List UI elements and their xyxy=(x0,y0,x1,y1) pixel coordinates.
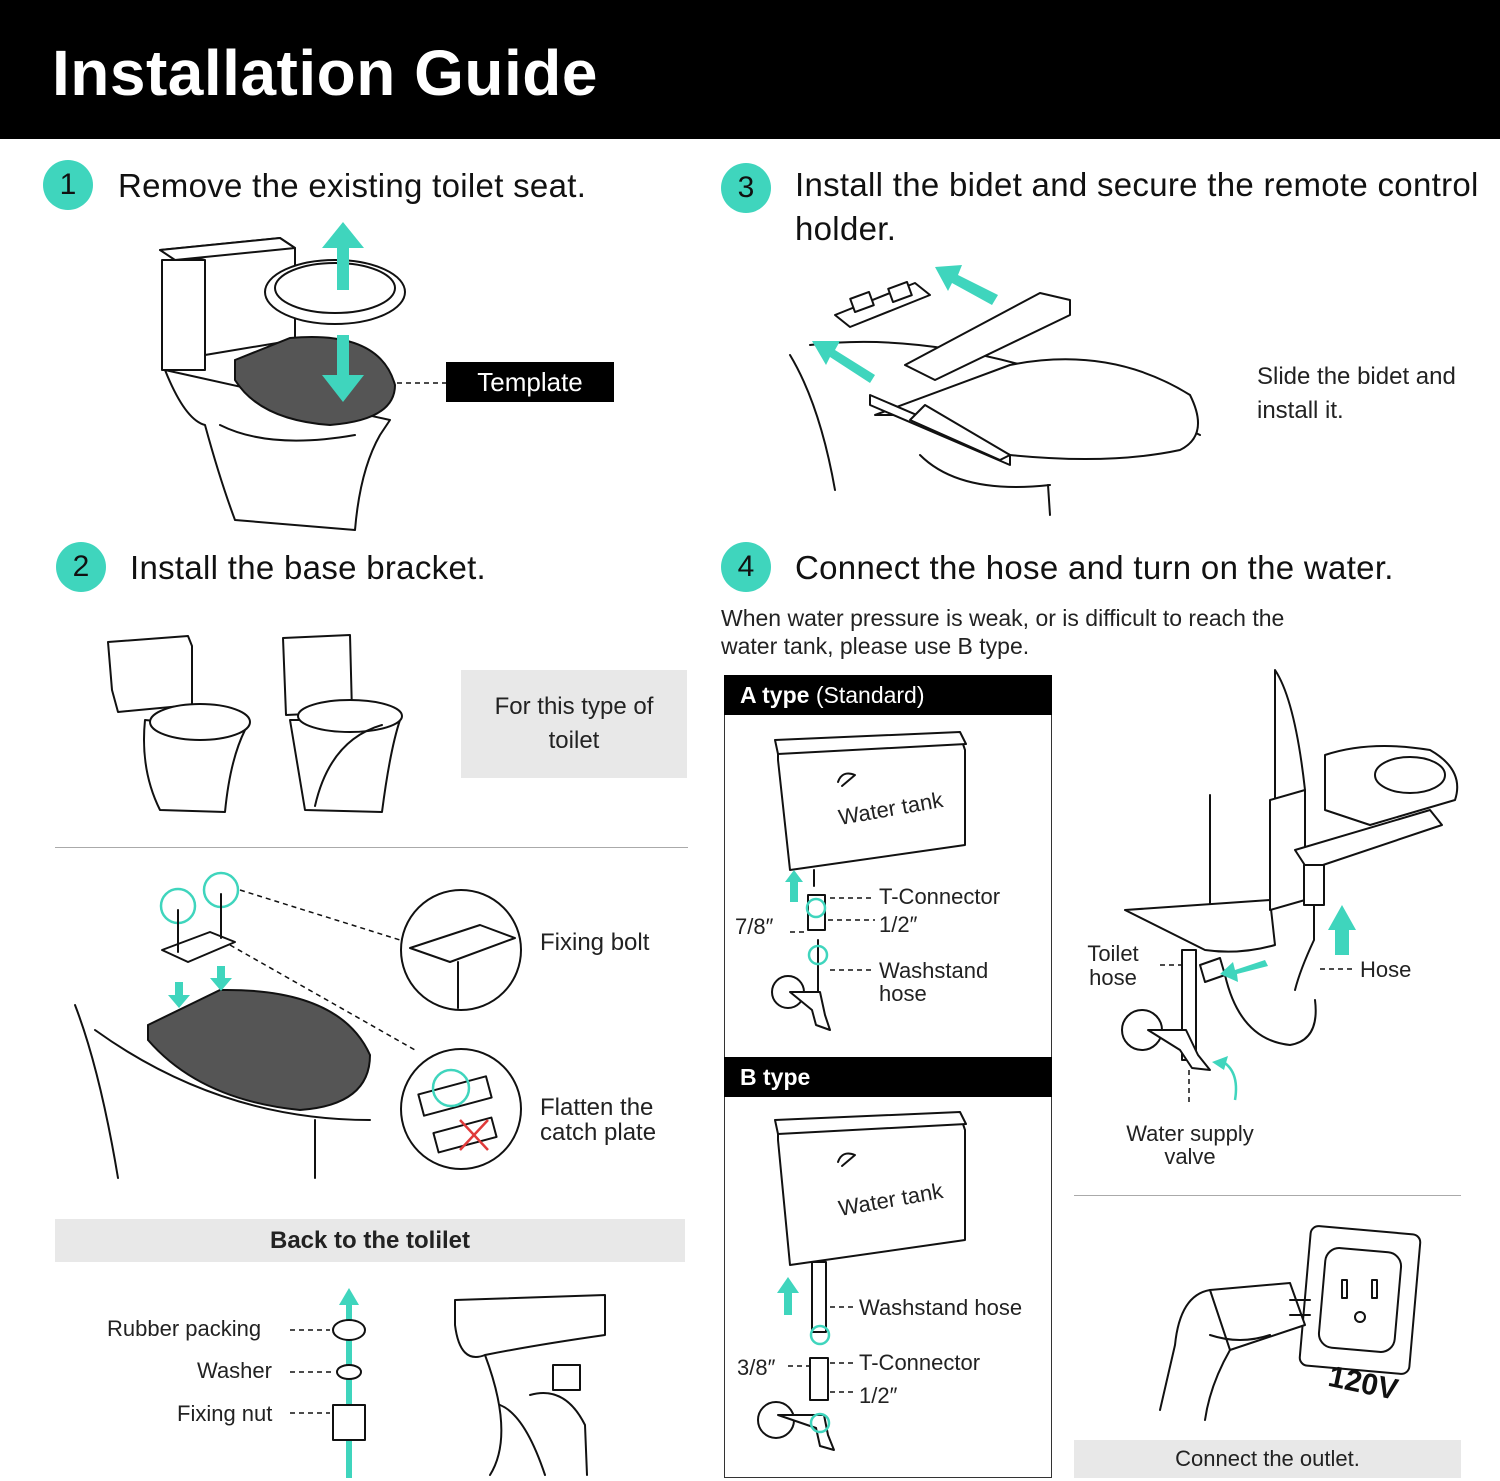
a-washstand-hose-label: Washstand hose xyxy=(879,958,989,1006)
bidet-install-illustration xyxy=(780,255,1220,525)
b-type-header xyxy=(724,1057,1052,1097)
a-type-header xyxy=(724,675,1052,715)
a-half-inch-label: 1/2″ xyxy=(879,912,918,937)
b-type-label: B type xyxy=(740,1064,811,1090)
b-type-illustration xyxy=(730,1110,1050,1470)
a-water-tank-label: Water tank xyxy=(836,787,945,830)
template-label: Template xyxy=(477,367,583,397)
step-2-text: Install the base bracket. xyxy=(130,549,487,586)
fixing-bolt-label: Fixing bolt xyxy=(540,929,650,956)
flatten-catch-plate-label: Flatten the catch plate xyxy=(540,1094,657,1146)
step-4-badge: 4 xyxy=(721,542,771,592)
fixing-nut-label: Fixing nut xyxy=(177,1401,273,1426)
back-to-toilet-label: Back to the tolilet xyxy=(269,1227,471,1254)
a-type-standard-label: (Standard) xyxy=(809,682,925,708)
a-type-label: A type xyxy=(740,682,810,708)
page-title: Installation Guide xyxy=(52,37,598,109)
step-3-badge: 3 xyxy=(721,163,771,213)
hose-connection-illustration xyxy=(1070,660,1470,1110)
toilet-types-illustration xyxy=(100,630,410,820)
b-washstand-hose-label: Washstand hose xyxy=(859,1295,1023,1320)
base-bracket-illustration xyxy=(70,870,530,1180)
voltage-label: 120V xyxy=(1325,1360,1401,1407)
a-t-connector-label: T-Connector xyxy=(879,884,1001,909)
step-4-text: Connect the hose and turn on the water. xyxy=(795,549,1394,586)
b-three-eighths-label: 3/8″ xyxy=(737,1355,776,1380)
step-2-badge: 2 xyxy=(56,542,106,592)
a-seven-eighths-label: 7/8″ xyxy=(735,914,774,939)
hose-label: Hose xyxy=(1360,957,1412,982)
step-4-note: When water pressure is weak, or is difficult to reach the water tank, please use B type. xyxy=(721,605,1285,659)
step-3-text: Install the bidet and secure the remote control holder. xyxy=(795,166,1479,247)
b-water-tank-label: Water tank xyxy=(836,1178,945,1221)
toilet-hose-label: Toilet hose xyxy=(1087,941,1139,990)
template-tag xyxy=(446,362,614,402)
washer-label: Washer xyxy=(197,1358,272,1383)
divider xyxy=(55,847,688,848)
toilet-type-note: For this type of toilet xyxy=(494,693,654,754)
connect-outlet-label: Connect the outlet. xyxy=(1175,1446,1360,1471)
divider xyxy=(1074,1195,1461,1196)
b-t-connector-label: T-Connector xyxy=(859,1350,981,1375)
bolt-stack-illustration xyxy=(285,1285,625,1480)
step-1-text: Remove the existing toilet seat. xyxy=(118,167,587,204)
toilet-type-note-box xyxy=(461,670,687,778)
back-to-toilet-bar xyxy=(55,1219,685,1262)
rubber-packing-label: Rubber packing xyxy=(107,1316,262,1341)
water-supply-valve-label: Water supply valve xyxy=(1126,1121,1254,1169)
connect-outlet-bar xyxy=(1074,1440,1461,1478)
b-half-inch-label: 1/2″ xyxy=(859,1383,898,1408)
step-1-badge: 1 xyxy=(43,160,93,210)
slide-note: Slide the bidet and install it. xyxy=(1257,363,1456,424)
